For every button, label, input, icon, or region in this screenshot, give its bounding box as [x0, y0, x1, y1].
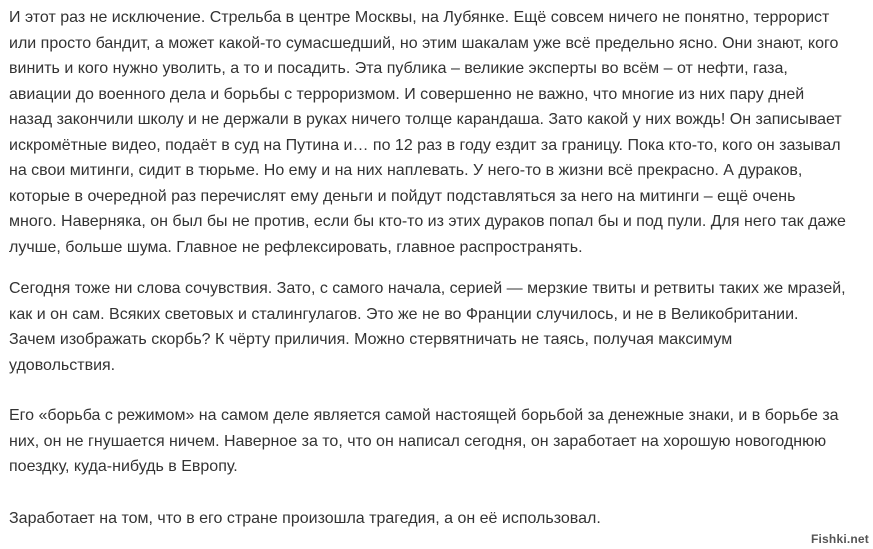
paragraph-line: на свои митинги, сидит в тюрьме. Но ему и на них наплевать. У него-то в жизни всё прекрасно. А дураков, — [9, 162, 803, 179]
paragraph-line: них, он не гнушается ничем. Наверное за то, что он написал сегодня, он заработает на хорошую новогоднюю — [9, 432, 827, 450]
paragraph-line: назад закончили школу и не держали в руках ничего толще карандаша. Зато какой у них вождь! Он записывает — [9, 111, 842, 128]
paragraph-1 — [9, 5, 846, 260]
paragraph-line: удовольствия. — [9, 356, 116, 374]
paragraph-line: поездку, куда-нибудь в Европу. — [9, 458, 238, 475]
paragraph-3 — [9, 403, 839, 480]
paragraph-line: которые в очередной раз перечислят ему деньги и пойдут подставляться за него на митинги – ещё очень — [9, 187, 796, 205]
paragraph-line: или просто бандит, а может какой-то сумасшедший, но этим шакалам уже всё предельно ясно. Они знают, кого — [9, 34, 839, 52]
paragraph-line: Зачем изображать скорбь? К чёрту приличия. Можно стервятничать не таясь, получая максимум — [9, 331, 733, 348]
paragraph-line: лучше, больше шума. Главное не рефлексировать, главное распространять. — [9, 238, 583, 256]
paragraph-line: как и он сам. Всяких световых и сталингулагов. Это же не во Франции случилось, и не в Великобритании. — [9, 305, 799, 323]
paragraph-line: винить и кого нужно уволить, а то и посадить. Эта публика – великие эксперты во всём – от нефти, газа, — [9, 60, 788, 77]
site-watermark: Fishki.net — [810, 532, 869, 546]
paragraph-line: авиации до военного дела и борьбы с терроризмом. И совершенно не важно, что многие из них пару дней — [9, 85, 805, 103]
paragraph-line: Сегодня тоже ни слова сочувствия. Зато, с самого начала, серией — мерзкие твиты и ретвиты таких же мразей, — [9, 280, 846, 297]
paragraph-2 — [9, 276, 846, 378]
paragraph-line: Заработает на том, что в его стране произошла трагедия, а он её использовал. — [9, 510, 601, 527]
paragraph-line: Его «борьба с режимом» на самом деле является самой настоящей борьбой за денежные знаки, и в борьбе за — [9, 407, 839, 424]
paragraph-line: искромётные видео, подаёт в суд на Путина и… по 12 раз в году ездит за границу. Пока кто-то, кого он зазывал — [9, 136, 841, 154]
paragraph-line: И этот раз не исключение. Стрельба в центре Москвы, на Лубянке. Ещё совсем ничего не понятно, террорист — [9, 9, 830, 26]
paragraph-4 — [9, 506, 601, 532]
paragraph-line: много. Наверняка, он был бы не против, если бы кто-то из этих дураков попал бы и под пули. Для него так даже — [9, 213, 846, 230]
